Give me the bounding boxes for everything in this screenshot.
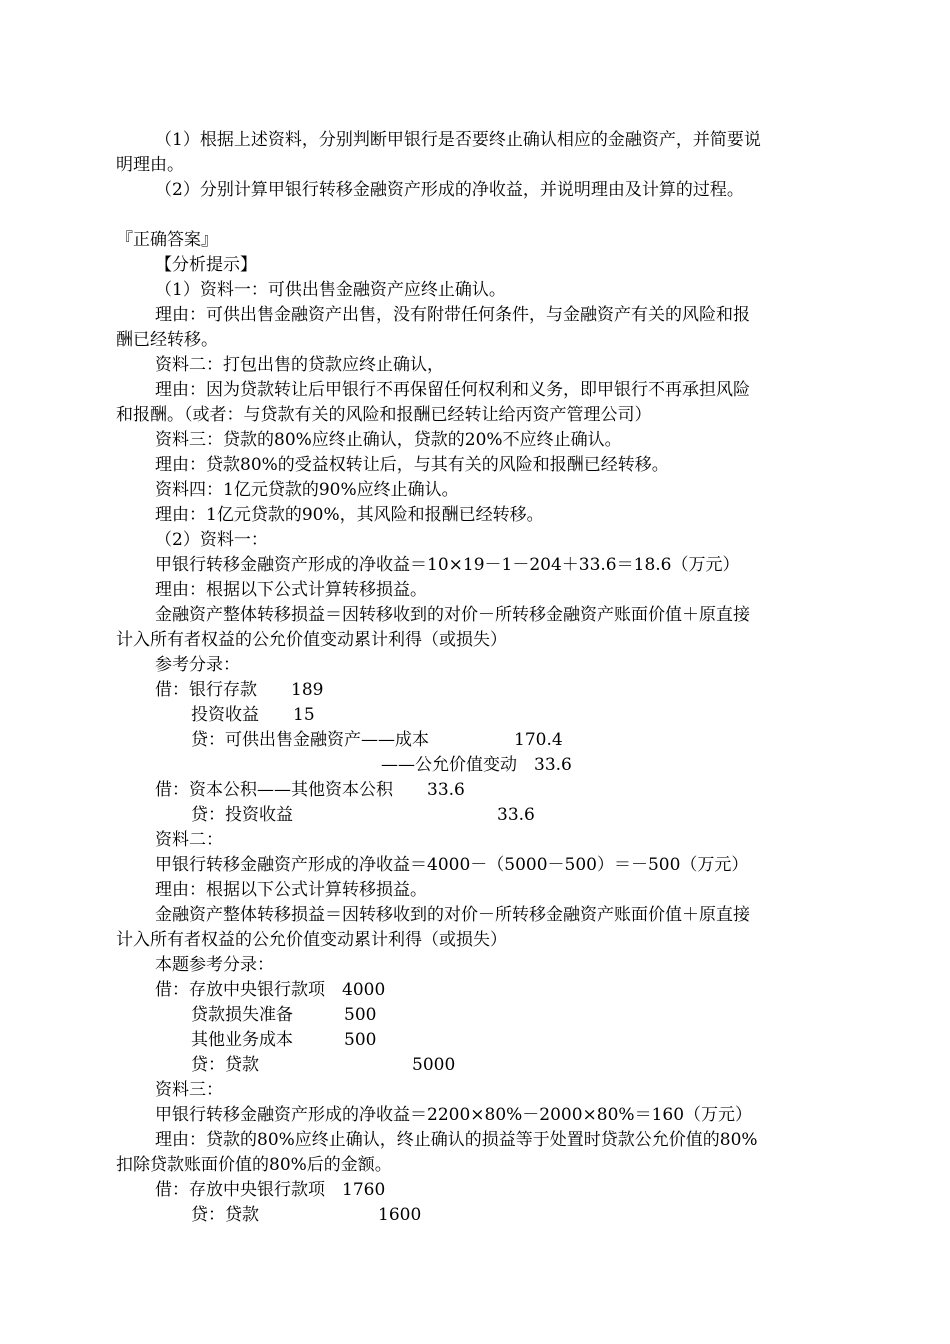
part2-m1-line: 计入所有者权益的公允价值变动累计利得（或损失） (116, 630, 507, 650)
part2-m1-line: 理由：根据以下公式计算转移损益。 (155, 580, 427, 600)
part1-line: 理由：贷款80%的受益权转让后，与其有关的风险和报酬已经转移。 (155, 455, 669, 475)
part2-m3-line: 扣除贷款账面价值的80%后的金额。 (116, 1155, 392, 1175)
part2-m2-line: 资料二： (155, 830, 223, 850)
journal-entry-line: 借：存放中央银行款项 4000 (155, 980, 386, 1000)
journal-entry-line: 借：存放中央银行款项 1760 (155, 1180, 386, 1200)
part2-m1-line: 参考分录： (155, 655, 240, 675)
part2-m2-line: 金融资产整体转移损益＝因转移收到的对价－所转移金融资产账面价值＋原直接 (155, 905, 750, 925)
part1-line: 酬已经转移。 (116, 330, 218, 350)
part1-line: 理由：1亿元贷款的90%，其风险和报酬已经转移。 (155, 505, 544, 525)
part1-line: 资料二：打包出售的贷款应终止确认， (155, 355, 444, 375)
journal-entry-line: 贷款损失准备 500 (191, 1005, 377, 1025)
part2-m3-line: 资料三： (155, 1080, 223, 1100)
journal-entry-line: 借：资本公积——其他资本公积 33.6 (155, 780, 465, 800)
part2-m3-line: 甲银行转移金融资产形成的净收益＝2200×80%－2000×80%＝160（万元） (155, 1105, 753, 1125)
part2-m2-line: 理由：根据以下公式计算转移损益。 (155, 880, 427, 900)
journal-entry-line: 投资收益 15 (191, 705, 315, 725)
part1-line: 和报酬。（或者：与贷款有关的风险和报酬已经转让给丙资产管理公司） (116, 405, 652, 425)
part1-line: 资料三：贷款的80%应终止确认，贷款的20%不应终止确认。 (155, 430, 622, 450)
part1-line: （1）资料一：可供出售金融资产应终止确认。 (155, 280, 506, 300)
journal-entry-line: 借：银行存款 189 (155, 680, 324, 700)
journal-entry-line: 其他业务成本 500 (191, 1030, 377, 1050)
part2-m1-line: 金融资产整体转移损益＝因转移收到的对价－所转移金融资产账面价值＋原直接 (155, 605, 750, 625)
part2-m1-line: 甲银行转移金融资产形成的净收益＝10×19－1－204＋33.6＝18.6（万元） (155, 555, 740, 575)
part1-line: 理由：可供出售金融资产出售，没有附带任何条件，与金融资产有关的风险和报 (155, 305, 750, 325)
part2-m3-line: 理由：贷款的80%应终止确认，终止确认的损益等于处置时贷款公允价值的80% (155, 1130, 758, 1150)
part2-m2-line: 甲银行转移金融资产形成的净收益＝4000－（5000－500）＝－500（万元） (155, 855, 749, 875)
part2-m2-line: 本题参考分录： (155, 955, 274, 975)
journal-entry-line: ——公允价值变动 33.6 (381, 755, 572, 775)
question-1-line-2: 明理由。 (116, 155, 184, 175)
part2-m1-line: （2）资料一： (155, 530, 268, 550)
journal-entry-line: 贷：贷款 5000 (191, 1055, 456, 1075)
part2-m2-line: 计入所有者权益的公允价值变动累计利得（或损失） (116, 930, 507, 950)
hint-heading: 【分析提示】 (155, 255, 257, 275)
question-2: （2）分别计算甲银行转移金融资产形成的净收益，并说明理由及计算的过程。 (155, 180, 744, 200)
journal-entry-line: 贷：可供出售金融资产——成本 170.4 (191, 730, 563, 750)
part1-line: 理由：因为贷款转让后甲银行不再保留任何权利和义务，即甲银行不再承担风险 (155, 380, 750, 400)
part1-line: 资料四：1亿元贷款的90%应终止确认。 (155, 480, 459, 500)
question-1-line-1: （1）根据上述资料，分别判断甲银行是否要终止确认相应的金融资产，并简要说 (155, 130, 761, 150)
journal-entry-line: 贷：投资收益 33.6 (191, 805, 535, 825)
answer-heading: 『正确答案』 (116, 230, 218, 250)
journal-entry-line: 贷：贷款 1600 (191, 1205, 422, 1225)
